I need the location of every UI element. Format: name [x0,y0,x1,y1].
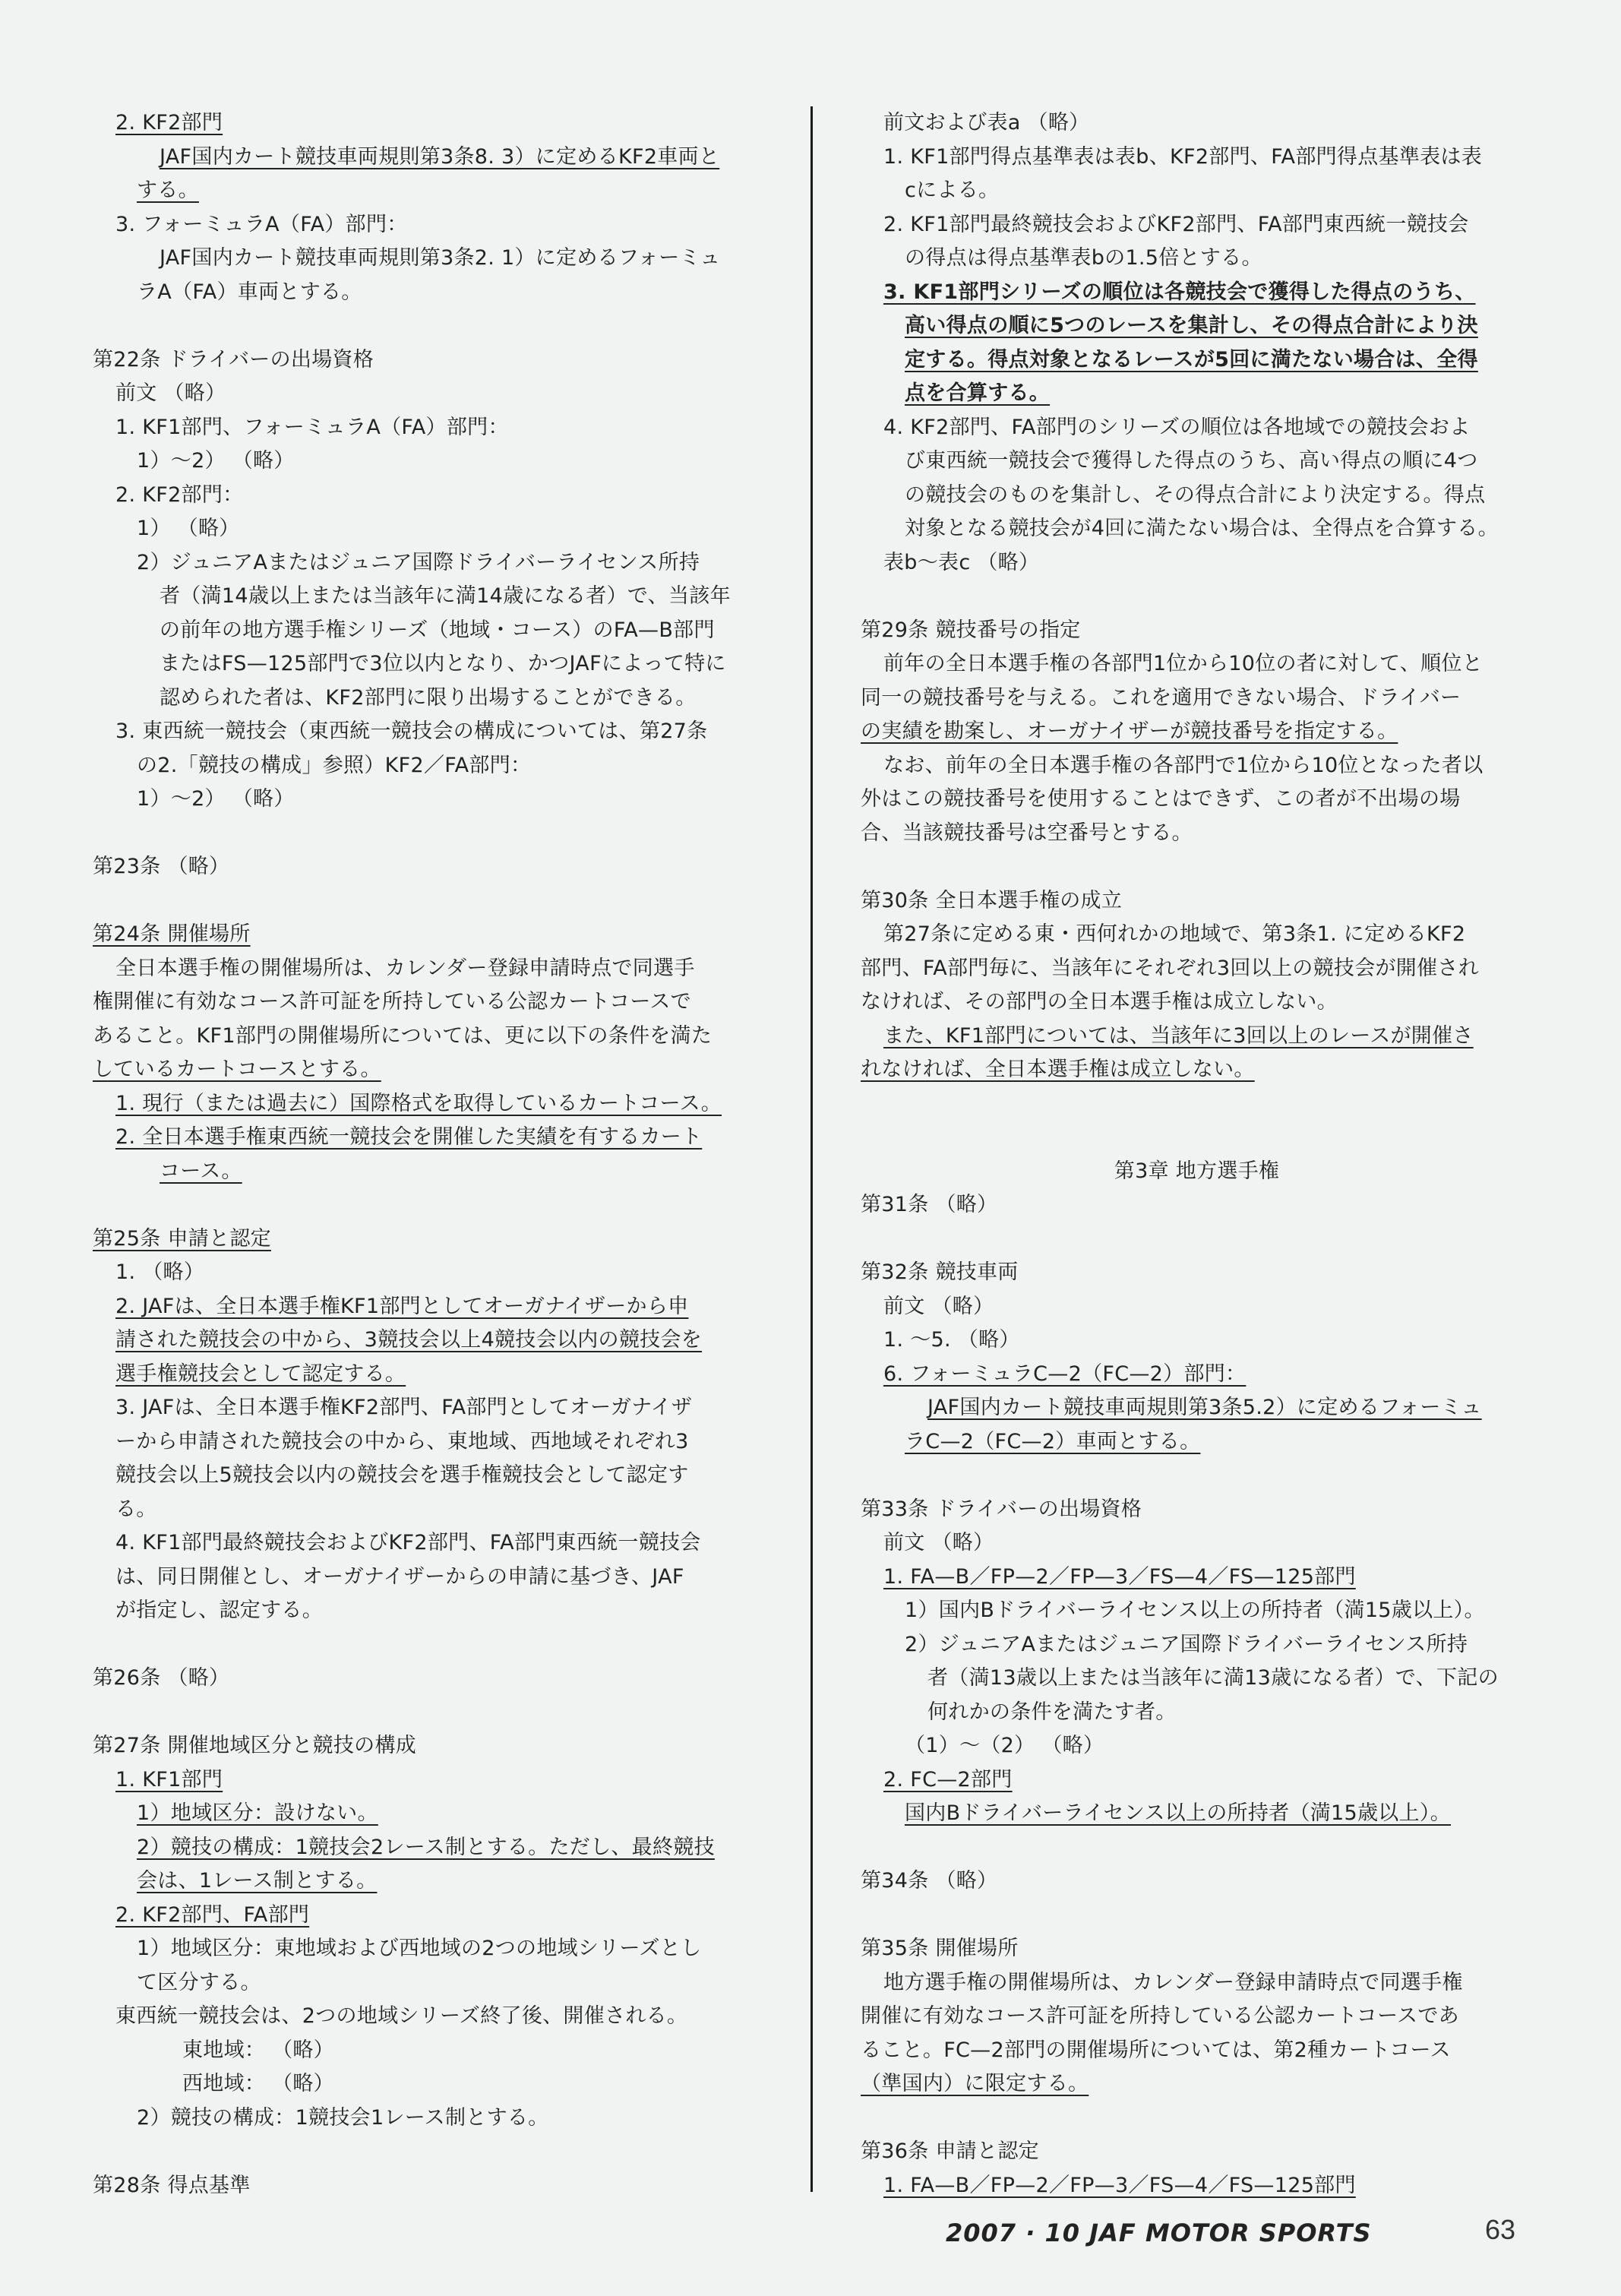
text-line: 前文 （略） [883,1531,994,1554]
text-line: 1）〜2） （略） [137,449,295,473]
text-line: 1. KF1部門得点基準表は表b、KF2部門、FA部門得点基準表は表 [883,144,1483,169]
text-line: 2）ジュニアAまたはジュニア国際ドライバーライセンス所持 [905,1632,1468,1656]
text-line: 認められた者は、KF2部門に限り出場することができる。 [160,685,697,710]
text-line: 合、当該競技番号は空番号とする。 [861,821,1193,845]
text-line: 表b〜表c （略） [883,550,1040,574]
text-line: 1. 現行（または過去に）国際格式を取得しているカートコース。 [115,1091,722,1115]
footer-magazine-title: 2007 · 10 JAF MOTOR SPORTS [946,2219,1372,2247]
text-line: 第29条 競技番号の指定 [861,618,1081,642]
text-line: JAF国内カート競技車両規則第3条5.2）に定めるフォーミュ [927,1396,1482,1419]
text-line: 定する。得点対象となるレースが5回に満たない場合は、全得 [905,347,1478,372]
text-line: ーから申請された競技会の中から、東地域、西地域それぞれ3 [115,1429,689,1453]
text-line: 2）ジュニアAまたはジュニア国際ドライバーライセンス所持 [137,550,700,574]
text-line: 外はこの競技番号を使用することはできず、この者が不出場の場 [861,787,1461,811]
text-line: 1. （略） [115,1260,205,1284]
blank-line [861,1121,1533,1155]
text-line: れなければ、全日本選手権は成立しない。 [861,1058,1255,1081]
text-line: あること。KF1部門の開催場所については、更に以下の条件を満た [93,1023,713,1048]
text-line: 前文および表a （略） [883,111,1090,134]
text-line: 第3章 地方選手権 [1114,1159,1280,1183]
text-line: 第23条 （略） [93,855,230,878]
text-line: 競技会以上5競技会以内の競技会を選手権競技会として認定す [115,1463,689,1487]
text-line: ラC—2（FC—2）車両とする。 [905,1429,1201,1453]
text-line: 3. 東西統一競技会（東西統一競技会の構成については、第27条 [115,719,708,743]
text-line: 2）競技の構成：1競技会2レース制とする。ただし、最終競技 [137,1835,715,1859]
text-line: 6. フォーミュラC—2（FC—2）部門： [883,1361,1247,1386]
text-line: 2. KF2部門、FA部門 [115,1902,310,1927]
text-line: 選手権競技会として認定する。 [115,1361,406,1386]
text-line: なければ、その部門の全日本選手権は成立しない。 [861,990,1338,1014]
text-line: 1. KF1部門、フォーミュラA（FA）部門： [115,415,509,439]
text-line: 3. フォーミュラA（FA）部門： [115,212,408,236]
text-line: ラA（FA）車両とする。 [137,280,362,304]
text-line: 1）地域区分：東地域および西地域の2つの地域シリーズとし [137,1937,702,1960]
blank-line [93,2135,773,2169]
blank-line [861,1087,1533,1121]
text-line: 東西統一競技会は、2つの地域シリーズ終了後、開催される。 [115,2004,688,2028]
text-line: は、同日開催とし、オーガナイザーからの申請に基づき、JAF [115,1564,684,1589]
blank-line [93,1188,773,1222]
text-line: の2.「競技の構成」参照）KF2／FA部門： [137,753,532,777]
page-number: 63 [1485,2214,1516,2245]
text-line: 第32条 競技車両 [861,1260,1019,1284]
text-line: 前年の全日本選手権の各部門1位から10位の者に対して、順位と [883,652,1483,675]
text-line: 西地域： （略） [182,2072,334,2095]
text-line: 点を合算する。 [905,381,1051,405]
blank-line [93,309,773,343]
text-line: 第30条 全日本選手権の成立 [861,888,1123,912]
text-line: 前文 （略） [883,1294,994,1318]
text-line: 3. KF1部門シリーズの順位は各競技会で獲得した得点のうち、 [883,280,1476,304]
text-line: また、KF1部門については、当該年に3回以上のレースが開催さ [883,1023,1474,1048]
text-line: ること。FC—2部門の開催場所については、第2種カートコース [861,2038,1451,2062]
text-line: 者（満13歳以上または当該年に満13歳になる者）で、下記の [927,1666,1499,1690]
text-line: 東地域： （略） [182,2038,334,2062]
text-line: 権開催に有効なコース許可証を所持している公認カートコースで [93,990,691,1014]
blank-line [861,2102,1533,2136]
text-line: の得点は得点基準表bの1.5倍とする。 [905,246,1262,270]
text-line: しているカートコースとする。 [93,1058,381,1081]
text-line: の競技会のものを集計し、その得点合計により決定する。得点 [905,482,1486,507]
text-line: 地方選手権の開催場所は、カレンダー登録申請時点で同選手権 [883,1970,1463,1994]
text-line: 1）〜2） （略） [137,787,295,811]
blank-line [861,1459,1533,1493]
text-line: 第35条 開催場所 [861,1937,1019,1960]
text-line: 対象となる競技会が4回に満たない場合は、全得点を合算する。 [905,517,1499,540]
blank-line [861,1831,1533,1865]
text-line: JAF国内カート競技車両規則第3条8. 3）に定めるKF2車両と [160,144,720,169]
text-line: 第26条 （略） [93,1666,230,1690]
text-line: 高い得点の順に5つのレースを集計し、その得点合計により決 [905,314,1478,337]
text-line: 4. KF2部門、FA部門のシリーズの順位は各地域での競技会およ [883,415,1471,439]
text-line: 3. JAFは、全日本選手権KF2部門、FA部門としてオーガナイザ [115,1396,693,1419]
text-line: 第34条 （略） [861,1869,998,1893]
text-line: 4. KF1部門最終競技会およびKF2部門、FA部門東西統一競技会 [115,1531,701,1554]
text-line: 第36条 申請と認定 [861,2139,1039,2163]
blank-line [93,884,773,919]
text-line: び東西統一競技会で獲得した得点のうち、高い得点の順に4つ [905,449,1478,473]
text-line: 前文 （略） [115,381,226,405]
text-line: 2. FC—2部門 [883,1767,1013,1792]
left-column [93,106,773,2203]
text-line: る。 [115,1497,157,1521]
blank-line [93,1696,773,1730]
text-line: 部門、FA部門毎に、当該年にそれぞれ3回以上の競技会が開催され [861,956,1479,980]
text-line: 1. FA—B／FP—2／FP—3／FS—4／FS—125部門 [883,2173,1356,2197]
text-line: 同一の競技番号を与える。これを適用できない場合、ドライバー [861,685,1461,710]
blank-line [861,850,1533,884]
text-line: 第25条 申請と認定 [93,1226,271,1251]
text-line: 第22条 ドライバーの出場資格 [93,347,374,372]
blank-line [861,580,1533,614]
text-line: 2. KF2部門 [115,111,223,134]
right-column [861,106,1533,2203]
column-divider [810,106,813,2192]
text-line: コース。 [160,1159,242,1183]
text-line: 第27条 開催地域区分と競技の構成 [93,1734,417,1757]
text-line: （準国内）に限定する。 [861,2072,1089,2095]
text-line: 第27条に定める東・西何れかの地域で、第3条1. に定めるKF2 [883,922,1466,946]
text-line: 1）地域区分：設けない。 [137,1801,378,1825]
text-line: 2. KF1部門最終競技会およびKF2部門、FA部門東西統一競技会 [883,212,1469,236]
text-line: の前年の地方選手権シリーズ（地域・コース）のFA—B部門 [160,618,715,642]
text-line: 1. KF1部門 [115,1767,223,1792]
text-line: 1） （略） [137,517,240,540]
blank-line [861,1222,1533,1257]
text-line: 第28条 得点基準 [93,2173,251,2197]
text-line: 者（満14歳以上または当該年に満14歳になる者）で、当該年 [160,584,731,608]
text-line: が指定し、認定する。 [115,1599,323,1622]
text-line: 2. JAFは、全日本選手権KF1部門としてオーガナイザーから申 [115,1294,689,1318]
text-line: て区分する。 [137,1970,261,1994]
text-line: 請された競技会の中から、3競技会以上4競技会以内の競技会を [115,1328,703,1352]
text-line: 1. FA—B／FP—2／FP—3／FS—4／FS—125部門 [883,1564,1356,1589]
text-line: 2. KF2部門： [115,482,244,507]
text-line: （1）〜（2） （略） [905,1734,1104,1757]
text-line: またはFS—125部門で3位以内となり、かつJAFによって特に [160,652,726,675]
text-line: 1. 〜5. （略） [883,1328,1020,1352]
blank-line [93,1628,773,1662]
text-line: なお、前年の全日本選手権の各部門で1位から10位となった者以 [883,753,1484,777]
text-line: 開催に有効なコース許可証を所持している公認カートコースであ [861,2004,1459,2028]
text-line: JAF国内カート競技車両規則第3条2. 1）に定めるフォーミュ [160,246,721,270]
text-line: 第31条 （略） [861,1193,998,1216]
text-line: 全日本選手権の開催場所は、カレンダー登録申請時点で同選手 [115,956,695,980]
text-line: 会は、1レース制とする。 [137,1869,378,1893]
text-line: 何れかの条件を満たす者。 [927,1700,1177,1724]
text-line: 1）国内Bドライバーライセンス以上の所持者（満15歳以上）。 [905,1599,1485,1622]
text-line: の実績を勘案し、オーガナイザーが競技番号を指定する。 [861,719,1398,743]
text-line: 国内Bドライバーライセンス以上の所持者（満15歳以上）。 [905,1801,1451,1825]
text-line: cによる。 [905,179,1000,202]
text-line: 2. 全日本選手権東西統一競技会を開催した実績を有するカート [115,1125,703,1149]
blank-line [861,1899,1533,1933]
text-line: 第33条 ドライバーの出場資格 [861,1497,1142,1521]
blank-line [93,817,773,851]
text-line: 2）競技の構成：1競技会1レース制とする。 [137,2105,549,2130]
text-line: 第24条 開催場所 [93,922,251,946]
text-line: する。 [137,179,199,202]
